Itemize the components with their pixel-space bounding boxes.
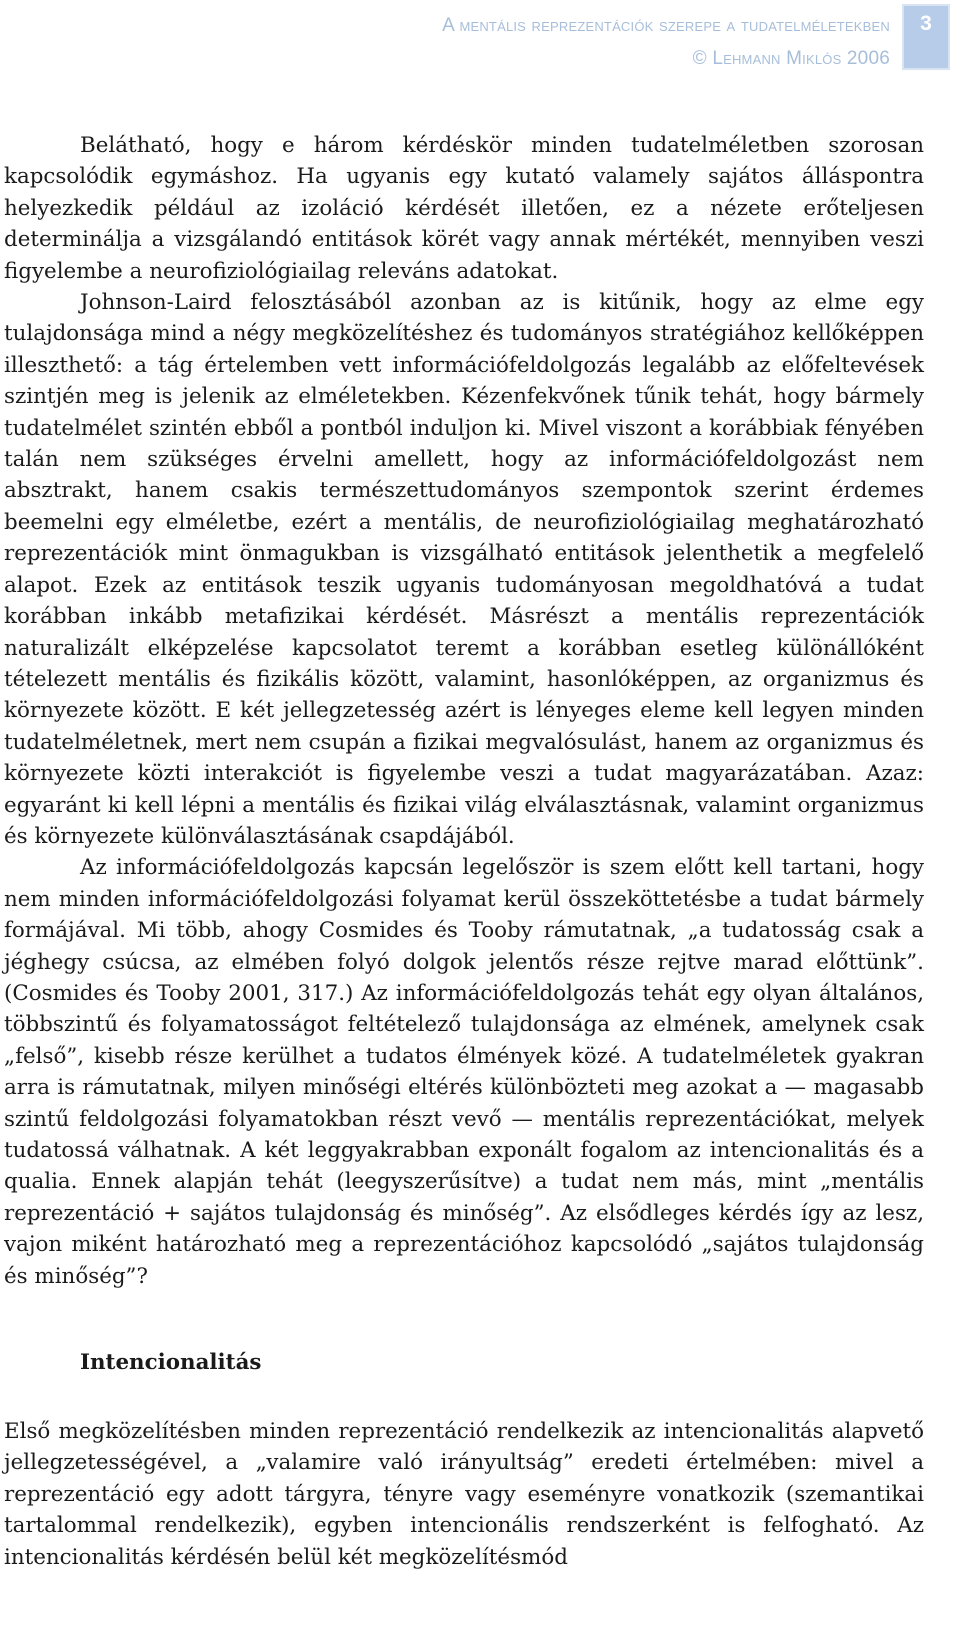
section-paragraph: Első megközelítésben minden reprezentáció rendelkezik az intencionalitás alapvető jellegzetességével, a „valamire való irányultság” eredeti értelmében: mivel a reprezentáció egy adott tárgyra, tényre vagy eseményre vonatkozik (szemantikai tartalommal rendelkezik), egyben intencionális rendszerként is felfogható. Az intencionalitás kérdésén belül két megközelítésmód bbox=[4, 1419, 924, 1570]
page-number: 3 bbox=[920, 12, 932, 35]
page-header bbox=[0, 0, 960, 75]
header-title: A mentális reprezentációk szerepe a tudatelméletekben bbox=[442, 15, 890, 36]
paragraph-2: Johnson-Laird felosztásából azonban az is kitűnik, hogy az elme egy tulajdonsága mind a négy megközelítéshez és tudományos stratégiához kellőképpen illeszthető: a tág értelemben vett információfeldolgozás legalább az előfeltevések szintjén meg is jelenik az elméletekben. Kézenfekvőnek tűnik tehát, hogy bármely tudatelmélet szintén ebből a pontból induljon ki. Mivel viszont a korábbiak fényében talán nem szükséges érvelni amellett, hogy az információfeldolgozást nem absztrakt, hanem csakis természettudományos szempontok szerint érdemes beemelni egy elméletbe, ezért a mentális, de neurofiziológiailag meghatározható reprezentációk mint önmagukban is vizsgálható entitások jelenthetik a megfelelő alapot. Ezek az entitások teszik ugyanis tudományosan megoldhatóvá a tudat korábban inkább metafizikai kérdését. Másrészt a mentális reprezentációk naturalizált elképzelése kapcsolatot teremt a korábban esetleg különállóként tételezett mentális és fizikális között, valamint, hasonlóképpen, az organizmus és környezete között. E két jellegzetesség azért is lényeges eleme kell legyen minden tudatelméletnek, mert nem csupán a fizikai megvalósulást, hanem az organizmus és környezete közti interakciót is figyelembe veszi a tudat magyarázatában. Azaz: egyaránt ki kell lépni a mentális és fizikai világ elválasztásnak, valamint organizmus és környezete különválasztásának csapdájából. bbox=[4, 290, 924, 849]
main-text bbox=[4, 130, 924, 1292]
paragraph-3: Az információfeldolgozás kapcsán legelőször is szem előtt kell tartani, hogy nem minden információfeldolgozási folyamat kerül összeköttetésbe a tudat bármely formájával. Mi több, ahogy Cosmides és Tooby rámutatnak, „a tudatosság csak a jéghegy csúcsa, az elmében folyó dolgok jelentős része rejtve marad előttünk”. (Cosmides és Tooby 2001, 317.) Az információfeldolgozás tehát egy olyan általános, többszintű és folyamatosságot feltételező tulajdonsága az elmének, amelynek csak „felső”, kisebb része kerülhet a tudatos élmények közé. A tudatelméletek gyakran arra is rámutatnak, milyen minőségi eltérés különbözteti meg azokat a — magasabb szintű feldolgozási folyamatokban részt vevő — mentális reprezentációkat, melyek tudatossá válhatnak. A két leggyakrabban exponált fogalom az intencionalitás és a qualia. Ennek alapján tehát (leegyszerűsítve) a tudat nem más, mint „mentális reprezentáció + sajátos tulajdonság és minőség”. Az elsődleges kérdés így az lesz, vajon miként határozható meg a reprezentációhoz kapcsolódó „sajátos tulajdonság és minőség”? bbox=[4, 855, 924, 1289]
section-heading: Intencionalitás bbox=[80, 1350, 262, 1375]
header-author: © Lehmann Miklós 2006 bbox=[692, 48, 890, 69]
section-text bbox=[4, 1416, 924, 1573]
page-number-box bbox=[902, 4, 950, 70]
running-header bbox=[442, 9, 890, 75]
paragraph-1: Belátható, hogy e három kérdéskör minden tudatelméletben szorosan kapcsolódik egymáshoz. Ha ugyanis egy kutató valamely sajátos álláspontra helyezkedik például az izoláció kérdését illetően, ez a nézete erőteljesen determinálja a vizsgálandó entitások körét vagy annak mértékét, mennyiben veszi figyelembe a neurofiziológiailag releváns adatokat. bbox=[4, 133, 924, 284]
